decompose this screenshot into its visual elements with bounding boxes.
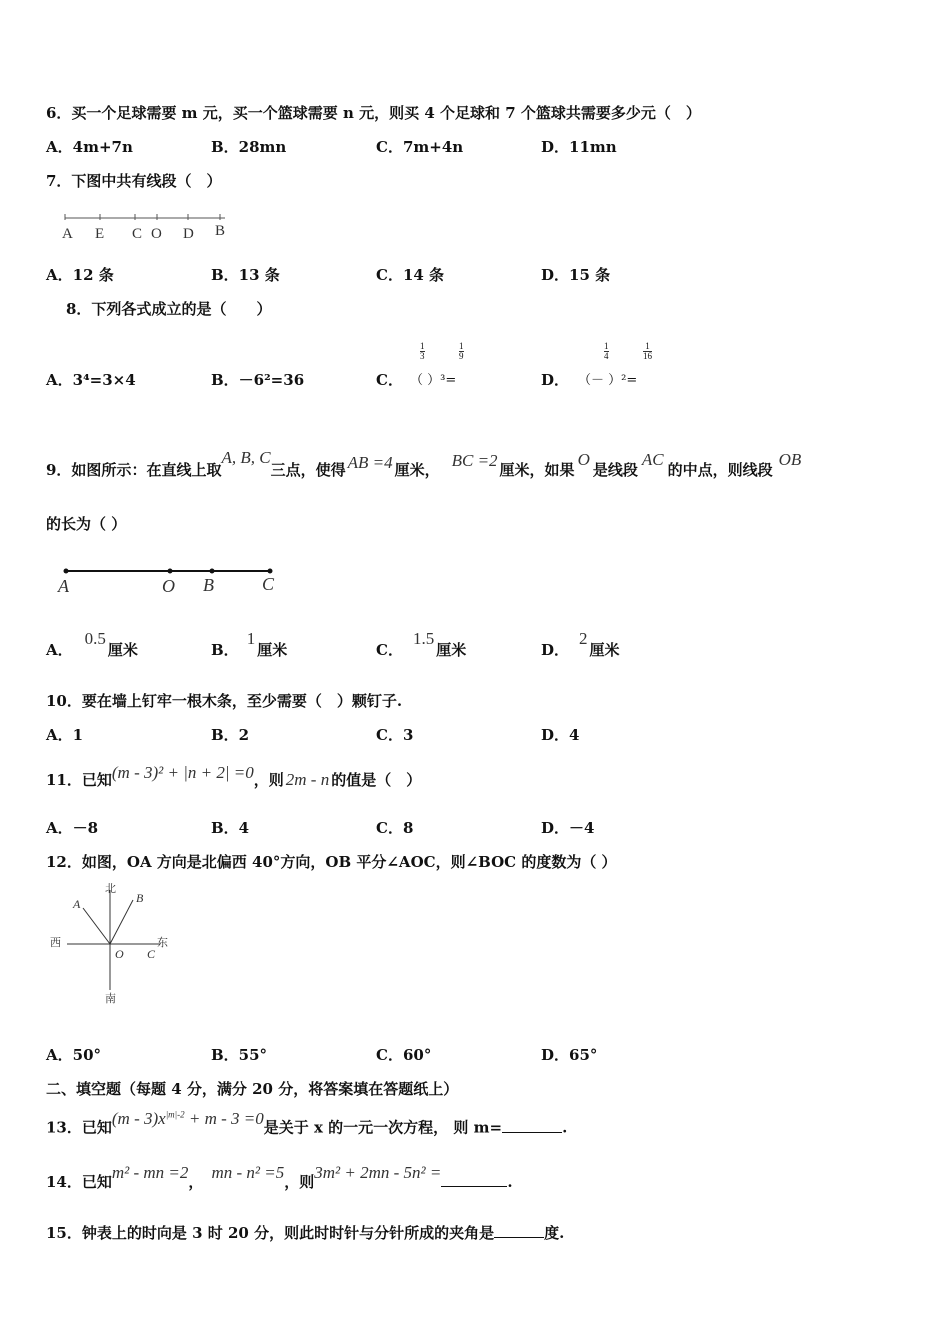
q8-option-c-expr: （ ）³= — [410, 373, 457, 388]
q10-option-d: D．4 — [541, 726, 580, 744]
q11-option-b: B．4 — [211, 819, 250, 837]
q10-option-b: B．2 — [211, 726, 250, 744]
q7-label-a: A — [62, 226, 73, 242]
section-2-heading: 二、填空题（每题 4 分，满分 20 分，将答案填在答题纸上） — [46, 1080, 459, 1098]
q12-label-a: A — [73, 897, 81, 911]
q6-option-a: A．4m+7n — [46, 138, 133, 156]
q14-stem: 14．已知m² - mn =2， mn - n² =5，则3m² + 2mn - 5n² = . — [46, 1163, 513, 1191]
q7-segment-figure — [55, 208, 240, 244]
q8-option-d-expr: （－ ）²= — [578, 373, 638, 388]
q8-d-frac1: $\frac{1}{4}$ — [604, 341, 609, 361]
q9-label-b: B — [203, 575, 214, 595]
q9-label-a: A — [58, 576, 69, 596]
q11-option-c: C．8 — [376, 819, 414, 837]
q9-option-a: A．0.5厘米 — [46, 629, 138, 659]
q8-stem: 8．下列各式成立的是（ ） — [66, 300, 272, 318]
q13-stem: 13．已知$(m - 3)x^{|m|-2} + m - 3 =0$是关于 x 的一元一次方程， 则 m= . — [46, 1108, 568, 1137]
q15-stem: 15．钟表上的时向是 3 时 20 分，则此时时针与分针所成的夹角是 度. — [46, 1224, 565, 1242]
q15-answer-blank — [494, 1237, 544, 1238]
q7-label-c: C — [132, 226, 143, 242]
q13-answer-blank — [502, 1132, 562, 1133]
q7-label-b: B — [215, 223, 226, 239]
q11-option-d: D．－4 — [541, 819, 595, 837]
q7-label-e: E — [95, 226, 105, 242]
q8-d-frac2: $\frac{1}{16}$ — [643, 341, 652, 361]
q8-c-frac1: $\frac{1}{3}$ — [420, 341, 425, 361]
q9-option-b: B．1厘米 — [211, 629, 288, 659]
q10-option-a: A．1 — [46, 726, 84, 744]
q8-option-a: A．3⁴=3×4 — [46, 371, 136, 389]
q10-stem: 10．要在墙上钉牢一根木条，至少需要（ ）颗钉子. — [46, 692, 403, 710]
q12-label-o: O — [115, 947, 124, 961]
q9-label-o: O — [162, 576, 175, 596]
q7-label-d: D — [183, 226, 194, 242]
q9-option-d: D．2厘米 — [541, 629, 620, 659]
q7-option-c: C．14 条 — [376, 266, 445, 284]
q9-stem-line2: 的长为（ ） — [46, 515, 127, 533]
q12-east-label: 东 — [157, 937, 168, 949]
q9-label-c: C — [262, 574, 275, 594]
q12-stem: 12．如图，OA 方向是北偏西 40°方向，OB 平分∠AOC，则∠BOC 的度数为（ ） — [46, 853, 617, 871]
q12-option-b: B．55° — [211, 1046, 268, 1064]
q8-option-d-label: D． — [541, 371, 570, 389]
q11-stem: 11．已知(m - 3)² + |n + 2| =0，则 2m - n 的值是（ ） — [46, 763, 422, 789]
q8-option-c-label: C． — [376, 371, 403, 389]
q12-option-c: C．60° — [376, 1046, 432, 1064]
q7-label-o: O — [151, 226, 162, 242]
q12-south-label: 南 — [105, 993, 116, 1005]
q9-stem: 9．如图所示：在直线上取A, B, C三点，使得 AB =4 厘米， BC =2 厘米，如果O是线段AC的中点，则线段OB — [46, 448, 802, 479]
q9-line-figure — [50, 560, 290, 600]
q14-answer-blank — [441, 1186, 507, 1187]
q12-label-b: B — [136, 891, 144, 905]
q12-west-label: 西 — [50, 937, 61, 949]
q10-option-c: C．3 — [376, 726, 414, 744]
q7-option-a: A．12 条 — [46, 266, 114, 284]
q7-stem: 7．下图中共有线段（ ） — [46, 172, 222, 190]
q6-option-b: B．28mn — [211, 138, 287, 156]
q6-stem: 6．买一个足球需要 m 元，买一个篮球需要 n 元，则买 4 个足球和 7 个篮球共需要多少元（ ） — [46, 104, 701, 122]
q8-c-frac2: $\frac{1}{9}$ — [459, 341, 464, 361]
q11-option-a: A．－8 — [46, 819, 99, 837]
q12-option-d: D．65° — [541, 1046, 598, 1064]
q6-option-c: C．7m+4n — [376, 138, 464, 156]
q9-option-c: C．1.5厘米 — [376, 629, 467, 659]
q12-label-c: C — [147, 947, 156, 961]
q7-option-d: D．15 条 — [541, 266, 611, 284]
q8-option-b: B．－6²=36 — [211, 371, 305, 389]
q7-option-b: B．13 条 — [211, 266, 280, 284]
q6-option-d: D．11mn — [541, 138, 617, 156]
q12-compass-figure — [45, 878, 185, 1008]
q12-option-a: A．50° — [46, 1046, 102, 1064]
q12-north-label: 北 — [105, 883, 116, 895]
